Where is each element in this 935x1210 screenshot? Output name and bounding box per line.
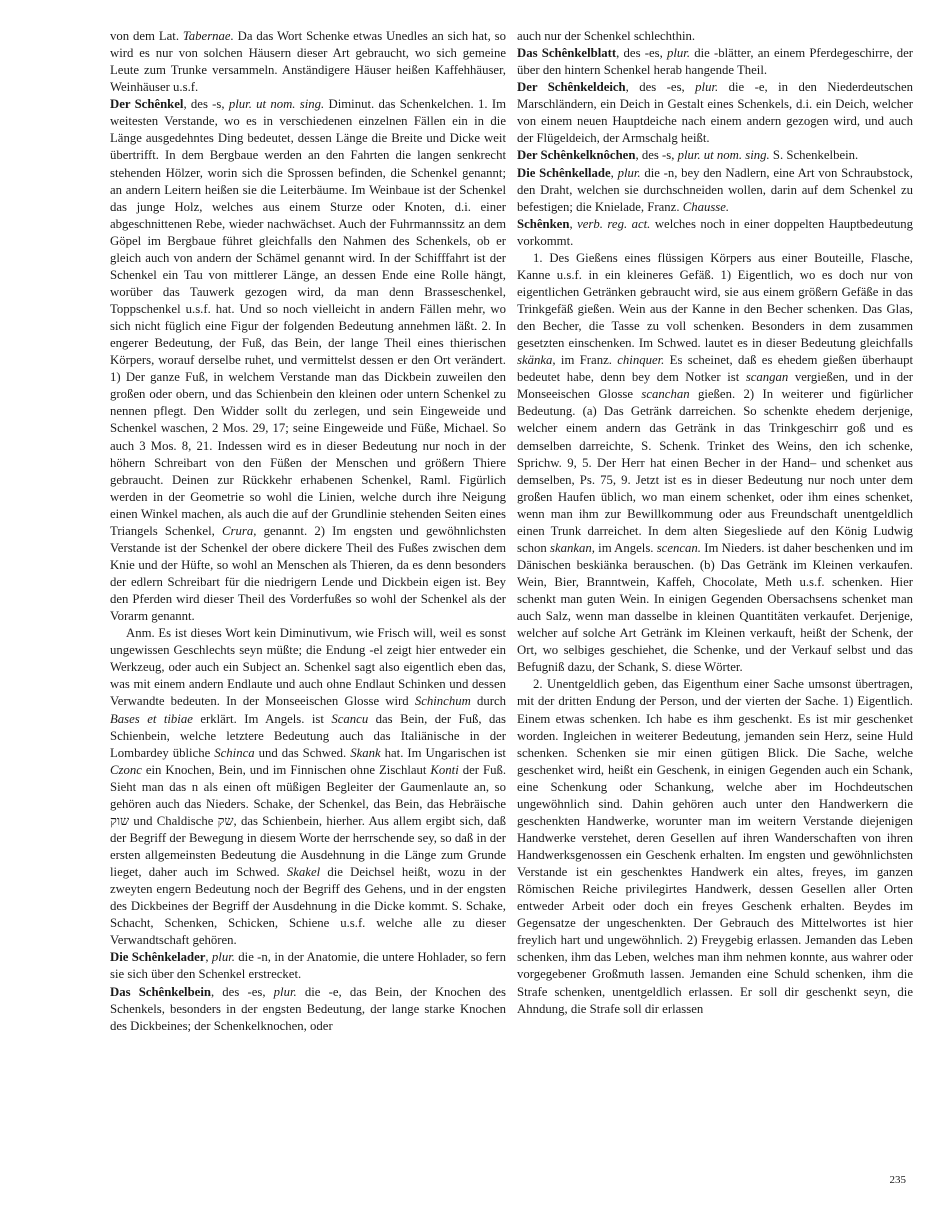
text-run: 2. Unentgeldlich geben, das Eigenthum einer Sache umsonst übertragen, mit der dritten Endung der Person, und der vierten der Sache. 1) Eigentlich. Einem etwas schenken. Ich habe es ihm geschenkt. Es ist mir geschenket worden. Ingleichen in weiterer Bedeutung, jemanden sein Herz, seine Huld schenken. Schenken sie mir einen gütigen Blick. Die Sache, welche geschenket wird, heißt ein Geschenk, in einigen Gegenden auch ein Schank, eine Schenkung oder Schankung, welche aber im Hochdeutschen ungewöhnlich sind. Dahin gehören auch unter den Handwerkern die geschenkten Handwerke, worunter man im weitern Verstande diejenigen Handwerke verstehet, deren Gesellen auf ihren Wanderschaften von ihren Handwerksgenossen ein Geschenk erhalten. Im engsten und gewöhnlichsten Verstande ist ein geschenktes Handwerk ein altes, freyes, im ganzen Römischen Reiche privilegirtes Handwerk, dessen Gesellen aller Orten entweder Arbeit oder doch ein freyes Geschenk erhalten. Beydes im Gegensatze der ungeschenkten. Der Gebrauch des Mittelwortes ist hier freylich hart und ungewöhnlich. 2) Freygebig erlassen. Jemanden das Leben schenken, ihm das Leben, welches man ihm nehmen konnte, aus wahrer oder vorgegebener Großmuth lassen. Jemanden eine Schuld schenken, ihm die Strafe schenken, unentgeldlich erlassen. Er soll dir geschenkt seyn, die Ahndung, die Strafe soll dir erlassen [517, 677, 913, 1016]
italic-term: Tabernae. [182, 29, 234, 43]
italic-term: Chausse. [682, 199, 730, 214]
italic-term: scanchan [641, 387, 690, 402]
text-run: S. Schenkelbein. [769, 148, 859, 163]
dictionary-entry [517, 216, 913, 250]
italic-term: Czonc [110, 762, 142, 777]
text-run: die -n, bey den Nadlern, eine Art von Schraubstock, den Draht, welchen sie durchschneiden wollen, darin auf dem Schenkel zu befestigen; die Knielade, Franz. [517, 165, 913, 214]
headword: Der Schênkeldeich [517, 80, 626, 95]
italic-term: scencan. [656, 540, 701, 555]
text-run: , des -es, [210, 984, 274, 999]
text-run: , des -es, [616, 46, 667, 61]
headword: Der Schênkelknôchen [517, 148, 636, 163]
dictionary-entry [110, 96, 506, 625]
italic-term: plur. [667, 46, 691, 61]
page-number: 235 [889, 1174, 906, 1186]
dictionary-entry [110, 984, 506, 1035]
paragraph [517, 676, 913, 1017]
headword: Das Schênkelblatt [517, 46, 617, 61]
italic-term: Konti [430, 762, 459, 777]
italic-term: plur. ut nom. sing. [677, 148, 770, 163]
italic-term: Skank [350, 745, 381, 760]
paragraph [517, 250, 913, 677]
text-run: im Franz. [555, 353, 618, 368]
paragraph [110, 28, 506, 96]
text-run: und das Schwed. [254, 745, 351, 760]
dictionary-entry [517, 165, 913, 216]
text-run: Es scheinet, daß es ehedem gießen überhaupt bedeutet habe, denn bey dem Notker ist [517, 353, 913, 385]
dictionary-entry [110, 949, 506, 983]
text-run: die -e, das Bein, der Knochen des Schenkels, besonders in der engsten Bedeutung, der lange starke Knochen des Dickbeines; der Schenkelknochen, oder [110, 984, 507, 1033]
text-run: ein Knochen, Bein, und im Finnischen ohne Zischlaut [141, 762, 431, 777]
headword: Die Schênkellade [517, 165, 611, 180]
italic-term: plur. [211, 950, 235, 965]
dictionary-entry [517, 79, 913, 147]
italic-term: Scancu [331, 711, 369, 726]
text-run: welches noch in einer doppelten Hauptbedeutung vorkommt. [517, 216, 914, 248]
italic-term: scangan [745, 370, 789, 385]
italic-term: verb. reg. act. [577, 216, 651, 231]
dictionary-entry [517, 45, 913, 79]
text-run: erklärt. Im Angels. ist [192, 711, 332, 726]
left-column [110, 28, 506, 1035]
italic-term: Skakel [286, 865, 321, 880]
text-run: , [205, 950, 212, 965]
text-run: , des -s, [183, 97, 229, 112]
text-run: die Deichsel heißt, wozu in der zweyten engern Bedeutung noch der Begriff des Gehens, und in der engsten des Dickbeines der Begriff der Ausdehnung in die Dicke kommt. S. Schake, Schacht, Schenken, Schicken, Schiene u.s.f. welche alle zu dieser Verwandtschaft gehören. [110, 865, 506, 948]
headword: Das Schênkelbein [110, 984, 211, 999]
italic-term: plur. ut nom. sing. [228, 97, 325, 112]
text-run: die -n, in der Anatomie, die untere Hohlader, so fern sie sich über den Schenkel erstrecket. [110, 950, 506, 982]
paragraph [110, 625, 506, 949]
text-run: Diminut. das Schenkelchen. 1. Im weitesten Verstande, wo es in verschiedenen einzelnen Fällen ein in die Länge ausgedehntes Ding bedeutet, dessen Länge die Breite und Dicke weit übertrifft. In dem Bergbaue werden an den Fahrten die langen senkrecht stehenden Hölzer, worin sich die Sprossen befinden, die Schenkel genannt; an andern Leitern heißen sie die Leiterbäume. Im Weinbaue ist der Schenkel das junge Holz, welches aus einem Sturze oder Knoten, d.i. einer abgeschnittenen Rebe, wieder nachwächset. Auch der Fuhrmannssitz an dem Göpel im Bergbaue führet gleichfalls den Nahmen des Schenkels, ob er gleich auch von andern der Schämel genannt wird. In der Schifffahrt ist der Schenkel ein Tau von mittlerer Länge, an dessen Ende eine Rolle hängt, worüber das Tauwerk gezogen wird, da man denn Brasseschenkel, Toppschenkel u.s.f. hat. Und so noch vielleicht in andern Fällen mehr, wo sich nicht füglich eine Figur der folgenden Bedeutung annehmen läßt. 2. In engerer Bedeutung, der Fuß, das Bein, der lange Theil eines thierischen Körpers, worauf derselbe ruhet, und vermittelst dessen er den Ort verändert. 1) Der ganze Fuß, in welchem Verstande man das Dickbein zuweilen den großen oder obern, und das Schienbein den kleinen oder untern Schenkel zu nennen pflegt. Den Widder sollt du zerlegen, und sein Eingeweide und Schenkel waschen, 2 Mos. 29, 17; seine Eingeweide und Füße, Michael. So auch 3 Mos. 8, 21. Indessen wird es in dieser Bedeutung nur noch in der höhern Schreibart von den Füßen der Menschen und größern Thiere gebraucht. Deinen zur Rückkehr erhabenen Schenkel, Raml. Figürlich werden in der Geometrie so wohl die Linien, welche durch ihre Neigung einen Winkel machen, als auch die auf der Grundlinie stehenden Seiten eines Triangels Schenkel, [110, 97, 506, 538]
text-run: der Fuß. Sieht man das n als einen oft müßigen Begleiter der Gaumenlaute an, so gehören auch das Nieders. Schake, der Schenkel, das Bein, das Hebräische שוק und Chaldische שק, das Schienbein, hierher. Aus allem ergibt sich, daß der Begriff der Bewegung in diesem Worte der herrschende sey, so daß in der ersten allgemeinsten Bedeutung die Ausdehnung in die Länge zum Grunde lieget, daher auch im Schwed. [110, 762, 507, 880]
text-run: Da das Wort Schenke etwas Unedles an sich hat, so wird es nur von solchen Häusern dieser Art gebraucht, wo sich gemeine Leute zum Trunke versammeln. Anständigere Häuser heißen Kaffehhäuser, Weinhäuser u.s.f. [110, 29, 506, 95]
paragraph [517, 28, 913, 45]
text-run: die -e, in den Niederdeutschen Marschländern, ein Deich in Gestalt eines Schenkels, d.i. ein Deich, welcher von einem neuen Hauptdeiche nach einem andern gezogen wird, und auch der Flügeldeich, der Armschalg heißt. [517, 80, 913, 146]
text-run: im Angels. [594, 540, 657, 555]
dictionary-entry [517, 147, 913, 164]
headword: Der Schênkel [110, 97, 184, 112]
text-run: , des -s, [635, 148, 678, 163]
text-run: , [569, 216, 578, 231]
italic-term: plur. [695, 80, 719, 95]
italic-term: skankan, [549, 540, 595, 555]
text-run: , des -es, [625, 80, 696, 95]
right-column [517, 28, 913, 1018]
italic-term: Schinchum [414, 694, 471, 709]
headword: Schênken [517, 216, 570, 231]
text-run: hat. Im Ungarischen ist [380, 745, 506, 760]
headword: Die Schênkelader [110, 950, 206, 965]
text-run: durch [470, 694, 506, 709]
text-run: das Bein, der Fuß, das Schienbein, welche letztere Bedeutung auch das Italiänische in der Lombardey übliche [110, 711, 506, 760]
italic-term: chinquer. [617, 353, 665, 368]
italic-term: plur. [617, 165, 641, 180]
text-run: die -blätter, an einem Pferdegeschirre, der über den hintern Schenkel herab hangende Theil. [517, 46, 913, 78]
text-run: genannt. 2) Im engsten und gewöhnlichsten Verstande ist der Schenkel der obere dickere Theil des Fußes zwischen dem Knie und der Hüfte, so wohl an Menschen als Thieren, da es denn besonders der edlern Schreibart für die niedrigern Lende und Dickbein eigen ist. Bey den Pferden wird dieser Theil des Vorderfußes so wohl der Schenkel als der Vorarm genannt. [110, 523, 506, 624]
italic-term: plur. [273, 984, 297, 999]
italic-term: Schinca [214, 745, 255, 760]
text-run: von dem Lat. [110, 29, 183, 43]
text-run: auch nur der Schenkel schlechthin. [517, 29, 696, 43]
italic-term: Bases et tibiae [110, 711, 193, 726]
text-run: vergießen, und in der Monseeischen Glosse [517, 370, 914, 402]
text-run: gießen. 2) In weiterer und figürlicher Bedeutung. (a) Das Getränk darreichen. So schenkte ehedem derjenige, welcher einem andern das Getränk in das Trinkgeschirr goß und es demselben darreichte, S. Schenk. Trinket des Weins, den ich schenke, Sprichw. 9, 5. Der Herr hat einen Becher in der Hand– und schenket aus demselben, Ps. 75, 9. Jetzt ist es in dieser Bedeutung nur noch unter dem großen Haufen üblich, wo man einem schenket, oder ihm eines schenket, wenn man ihm zur Bewillkommung oder aus Freundschaft unentgeldlich einen Trunk darreichet. In dem alten Siegesliede auf den König Ludwig schon [517, 387, 913, 555]
text-run: 1. Des Gießens eines flüssigen Körpers aus einer Bouteille, Flasche, Kanne u.s.f. in ein kleineres Gefäß. 1) Eigentlich, wo es doch nur von eigentlichen Getränken gebraucht wird, sie aus einem größern Gefäße in das Trinkgefäß gießen. Wein aus der Kanne in den Becher schenken. Das Glas, den Becher, die Tasse zu voll schenken. Besonders in dem zusammen gesetzten einschenken. Im Schwed. lautet es in dieser Bedeutung gleichfalls [517, 250, 913, 351]
text-run: , [610, 165, 618, 180]
italic-term: skänka, [517, 353, 556, 368]
text-run: Im Nieders. ist daher beschenken und im Dänischen beskiänka berauschen. (b) Das Getränk im Kleinen verkaufen. Wein, Bier, Branntwein, Kaffeh, Chocolate, Meth u.s.f. schenken. Hier schenkt man guten Wein. In einigen Gegenden Obersachsens schenket man auch Salz, wenn man dasselbe in kleinen Quantitäten verkaufet. Derjenige, welcher auf solche Art Getränk im Kleinen verkauft, heißt der Schenk, der Ort, wo selbiges geschiehet, die Schenke, und der Verkauf selbst und das Befugniß dazu, der Schank, S. diese Wörter. [517, 540, 914, 675]
italic-term: Crura, [222, 523, 257, 538]
text-run: Anm. Es ist dieses Wort kein Diminutivum, wie Frisch will, weil es sonst ungewissen Geschlechts seyn müßte; die Endung -el zeigt hier entweder ein Werkzeug, oder auch ein Subject an. Schenkel sagt also eigentlich eben das, was mit einem andern Endlaute und auch ohne Endlaut Schinken und dessen Verwandte bedeuten. In der Monseeischen Glosse wird [110, 626, 506, 709]
